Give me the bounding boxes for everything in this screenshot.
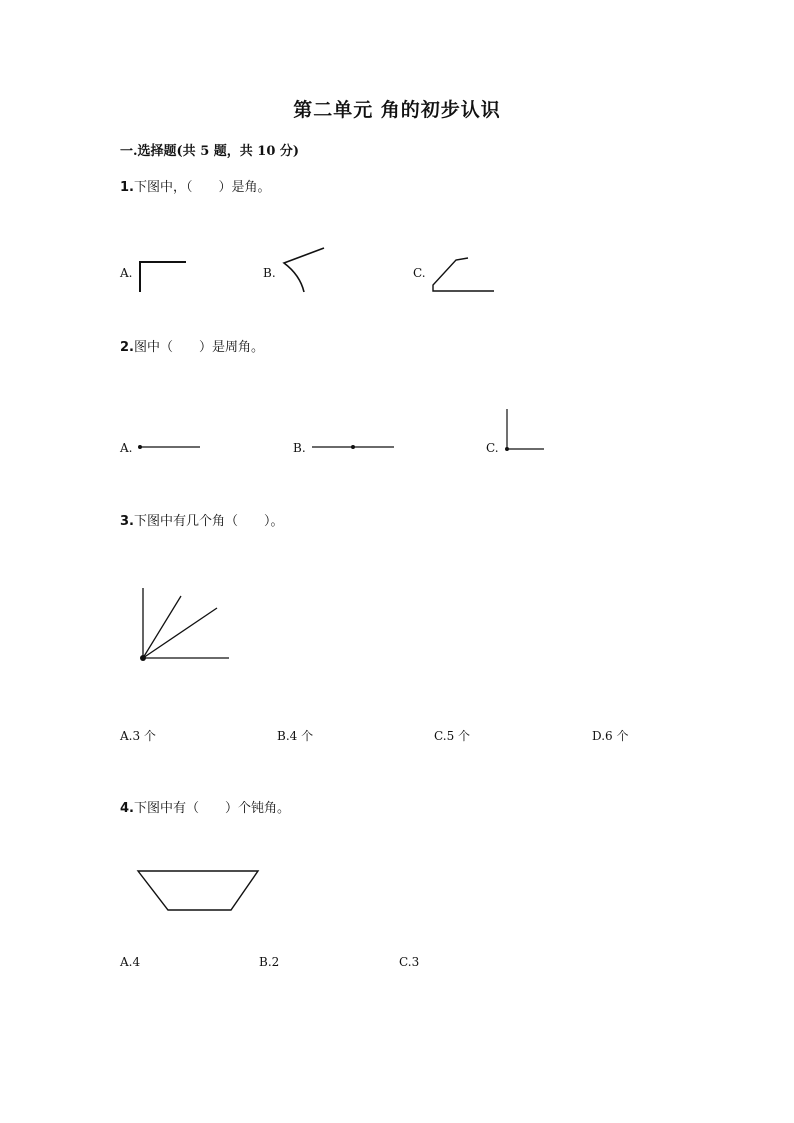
q4-option-b[interactable]: B.2 [259,955,280,969]
question-3 [120,510,284,529]
page-title: 第二单元 角的初步认识 [293,99,501,121]
q2-figure-c [502,406,548,454]
q1-option-b[interactable]: B. [263,266,276,280]
q1-figure-c [428,255,498,295]
q1-option-c[interactable]: C. [413,266,426,280]
q3-option-b[interactable]: B.4 个 [277,729,314,743]
q2-option-a[interactable]: A. [120,441,133,455]
q1-option-a[interactable]: A. [120,266,133,280]
question-4 [120,797,290,816]
question-number: 2. [120,340,134,355]
question-text: 图中（ ）是周角。 [133,340,264,355]
section-heading: 一.选择题(共 5 题，共 10 分) [120,144,300,159]
q3-figure-rays [136,586,234,666]
q4-option-c[interactable]: C.3 [399,955,420,969]
q1-figure-b [278,245,328,295]
question-number: 3. [120,514,134,529]
q2-figure-b [310,440,400,454]
question-text: 下图中，（ ）是角。 [133,180,271,195]
q2-figure-a [136,440,206,454]
question-number: 4. [120,801,134,816]
q1-figure-a [138,260,188,294]
question-number: 1. [120,180,134,195]
q2-option-b[interactable]: B. [293,441,306,455]
question-text: 下图中有几个角（ ）。 [133,514,284,529]
question-text: 下图中有（ ）个钝角。 [133,801,290,816]
question-1 [120,176,271,195]
q2-option-c[interactable]: C. [486,441,499,455]
q3-option-d[interactable]: D.6 个 [592,729,629,743]
question-2 [120,336,264,355]
q4-option-a[interactable]: A.4 [120,955,141,969]
q4-figure-trapezoid [136,868,262,914]
q3-option-c[interactable]: C.5 个 [434,729,471,743]
q3-option-a[interactable]: A.3 个 [120,729,156,743]
